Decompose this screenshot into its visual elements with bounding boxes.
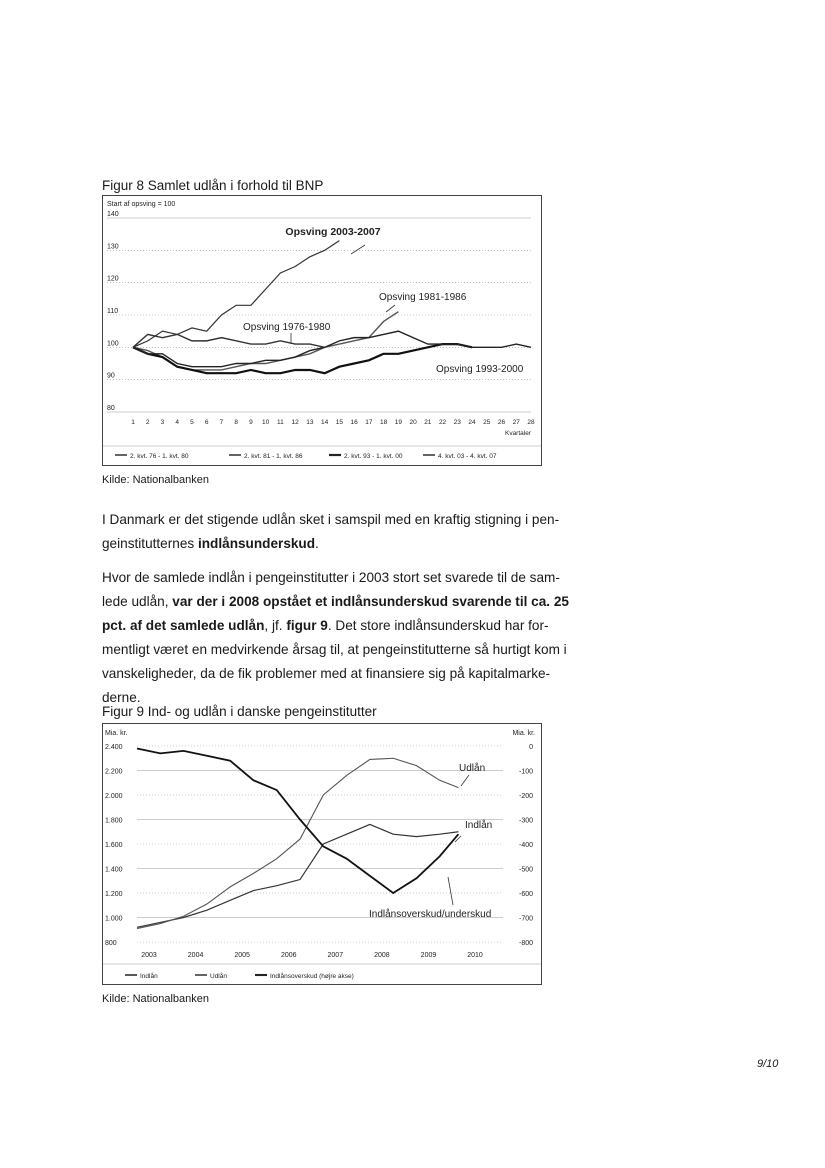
fig8-x-tick-label: 16 xyxy=(350,419,358,426)
figure-8-title: Figur 8 Samlet udlån i forhold til BNP xyxy=(102,178,324,193)
figure-9-title: Figur 9 Ind- og udlån i danske pengeinstitutter xyxy=(102,704,377,719)
fig8-x-tick-label: 23 xyxy=(453,419,461,426)
fig9-series-line-3 xyxy=(137,748,458,893)
fig9-x-tick-label: 2009 xyxy=(420,952,437,959)
fig9-right-tick-label: 0 xyxy=(529,744,533,751)
fig9-right-unit: Mia. kr. xyxy=(512,730,535,737)
fig8-x-tick-label: 15 xyxy=(335,419,343,426)
fig8-x-tick-label: 27 xyxy=(512,419,520,426)
fig8-x-tick-label: 14 xyxy=(321,419,329,426)
p2-line4: mentligt været en medvirkende årsag til, at pengeinstitutterne så hurtigt kom i xyxy=(102,642,567,657)
fig9-annotation-indlansoverskud: Indlånsoverskud/underskud xyxy=(369,909,492,920)
fig8-x-tick-label: 25 xyxy=(483,419,491,426)
fig9-left-unit: Mia. kr. xyxy=(105,730,128,737)
page-number: 9/10 xyxy=(757,1058,779,1070)
p2-line1: Hvor de samlede indlån i pengeinstitutter i 2003 stort set svarede til de sam- xyxy=(102,570,560,585)
p2-line5: vanskeligheder, da de fik problemer med at finansiere sig på kapitalmarke- xyxy=(102,666,551,681)
fig8-x-unit: Kvartaler xyxy=(504,430,531,437)
fig9-x-tick-label: 2008 xyxy=(374,952,390,959)
fig8-x-tick-label: 3 xyxy=(160,419,165,426)
p1-bold: indlånsunderskud xyxy=(197,536,316,551)
fig8-annotation-leader xyxy=(386,305,395,312)
fig8-annotation-1993: Opsving 1993-2000 xyxy=(436,364,524,375)
fig8-x-tick-label: 11 xyxy=(277,419,284,426)
p2-bold2: pct. af det samlede udlån xyxy=(102,618,265,633)
fig9-annotation-leader xyxy=(448,877,453,905)
figure-9-svg xyxy=(103,724,541,984)
paragraph-1 xyxy=(102,508,580,556)
figure-8-chart xyxy=(102,195,542,466)
fig8-y-tick-label: 80 xyxy=(107,405,115,412)
fig8-legend-label: 4. kvt. 03 - 4. kvt. 07 xyxy=(438,453,497,460)
fig9-series-line-2 xyxy=(137,758,458,928)
fig8-legend-label: 2. kvt. 93 - 1. kvt. 00 xyxy=(344,453,403,460)
fig8-y-tick-label: 110 xyxy=(107,308,119,315)
fig8-y-tick-label: 90 xyxy=(107,372,115,380)
fig9-left-tick-label: 1.000 xyxy=(105,915,123,923)
fig8-x-tick-label: 18 xyxy=(379,419,388,426)
fig9-left-tick-label: 2.200 xyxy=(105,768,123,776)
fig8-y-tick-label: 100 xyxy=(107,340,119,348)
fig8-x-tick-label: 24 xyxy=(468,419,476,426)
fig9-legend-label: Indlånsoverskud (højre akse) xyxy=(270,973,354,980)
fig8-annotation-1976: Opsving 1976-1980 xyxy=(243,322,331,333)
p2-figref: figur 9 xyxy=(286,618,328,633)
fig8-y-tick-label: 120 xyxy=(107,275,119,283)
p1-line2b: . xyxy=(315,536,319,551)
fig9-right-tick-label: -500 xyxy=(518,866,533,874)
figure-9-chart xyxy=(102,723,542,985)
fig9-right-tick-label: -400 xyxy=(518,842,533,849)
p2-line2a: lede udlån, xyxy=(102,594,173,609)
fig9-left-tick-label: 2.400 xyxy=(105,744,123,751)
p2-bold1: var der i 2008 opstået et indlånsunderskud svarende til ca. 25 xyxy=(172,594,569,609)
fig8-annotation-1981: Opsving 1981-1986 xyxy=(379,292,467,303)
p2-line3b: . Det store indlånsunderskud har for- xyxy=(327,618,549,633)
fig9-x-tick-label: 2010 xyxy=(467,952,483,959)
fig9-left-tick-label: 2.000 xyxy=(105,793,123,800)
fig8-x-tick-label: 12 xyxy=(291,419,299,426)
fig8-x-tick-label: 13 xyxy=(306,419,314,426)
fig9-x-tick-label: 2007 xyxy=(327,952,344,959)
fig8-x-tick-label: 19 xyxy=(394,419,402,426)
fig9-annotation-indlan: Indlån xyxy=(465,820,493,831)
fig9-x-tick-label: 2003 xyxy=(141,952,157,959)
p1-line2a: geinstitutternes xyxy=(102,536,198,551)
p1-line1: I Danmark er det stigende udlån sket i samspil med en kraftig stigning i pen- xyxy=(102,512,560,527)
fig9-right-tick-label: -600 xyxy=(518,891,533,898)
fig8-x-tick-label: 22 xyxy=(438,419,447,426)
fig9-x-tick-label: 2006 xyxy=(280,952,297,959)
fig8-x-tick-label: 6 xyxy=(204,419,209,426)
fig9-legend-label: Udlån xyxy=(210,973,227,980)
fig9-annotation-leader xyxy=(461,775,469,786)
fig8-x-tick-label: 26 xyxy=(497,419,506,426)
fig8-x-tick-label: 8 xyxy=(234,419,238,426)
p2-line6: derne. xyxy=(102,690,141,705)
fig9-left-tick-label: 1.800 xyxy=(105,817,123,825)
fig8-x-tick-label: 4 xyxy=(175,419,180,426)
fig8-annotation-leader xyxy=(351,245,365,254)
fig8-x-tick-label: 10 xyxy=(262,419,270,426)
fig8-x-tick-label: 7 xyxy=(219,419,224,426)
fig9-x-tick-label: 2005 xyxy=(234,952,250,959)
fig8-y-tick-label: 130 xyxy=(107,243,119,251)
fig8-corner-note: Start af opsving = 100 xyxy=(107,201,176,208)
fig8-legend-label: 2. kvt. 81 - 1. kvt. 86 xyxy=(244,453,303,460)
fig9-right-tick-label: -700 xyxy=(518,915,533,923)
figure-8-svg xyxy=(103,196,541,465)
fig8-y-tick-label: 140 xyxy=(107,211,119,218)
fig8-x-tick-label: 1 xyxy=(131,419,135,426)
fig9-left-tick-label: 1.400 xyxy=(105,866,123,874)
figure-9-source: Kilde: Nationalbanken xyxy=(102,993,210,1005)
paragraph-2 xyxy=(102,566,580,710)
fig8-x-tick-label: 9 xyxy=(249,419,253,426)
fig8-x-tick-label: 20 xyxy=(409,419,417,426)
fig8-x-tick-label: 21 xyxy=(424,419,432,426)
fig8-series-line-4 xyxy=(133,331,531,367)
fig8-series-line-3 xyxy=(133,344,472,373)
fig8-series-line-1 xyxy=(133,334,325,347)
fig9-annotation-udlan: Udlån xyxy=(459,763,486,774)
figure-8-source: Kilde: Nationalbanken xyxy=(102,474,210,486)
fig8-annotation-2003: Opsving 2003-2007 xyxy=(285,226,381,238)
fig8-legend-label: 2. kvt. 76 - 1. kvt. 80 xyxy=(130,453,189,460)
fig9-right-tick-label: -200 xyxy=(518,793,533,800)
fig8-x-tick-label: 17 xyxy=(365,419,373,426)
p2-line3a: , jf. xyxy=(264,618,287,633)
fig9-right-tick-label: -300 xyxy=(518,817,533,825)
fig9-right-tick-label: -800 xyxy=(518,940,533,947)
fig9-left-tick-label: 1.200 xyxy=(105,891,123,898)
fig8-x-tick-label: 2 xyxy=(145,419,150,426)
fig9-x-tick-label: 2004 xyxy=(187,952,204,959)
fig9-left-tick-label: 800 xyxy=(105,940,117,947)
fig8-x-tick-label: 5 xyxy=(190,419,194,426)
fig9-legend-label: Indlån xyxy=(140,973,158,980)
fig8-x-tick-label: 28 xyxy=(527,419,535,426)
fig9-right-tick-label: -100 xyxy=(518,768,533,776)
fig9-left-tick-label: 1.600 xyxy=(105,842,123,849)
